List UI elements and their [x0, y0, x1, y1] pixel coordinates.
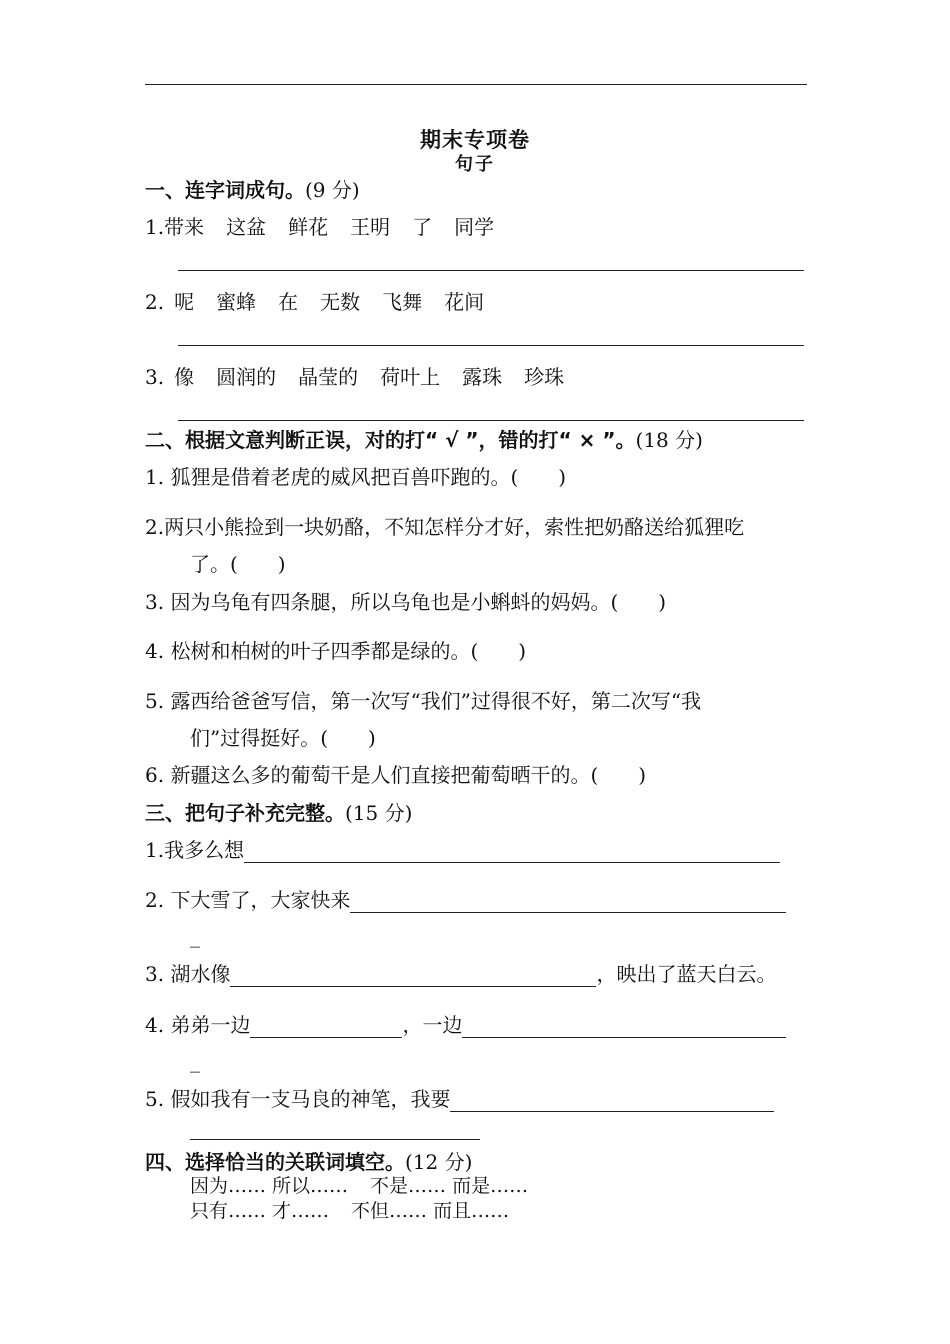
complete-item-1: 1.我多么想 — [145, 834, 780, 863]
judge-item-5: 5. 露西给爸爸写信，第一次写“我们”过得很不好，第二次写“我 — [145, 689, 702, 713]
section1-score: (9 分) — [305, 178, 360, 202]
fill-blank-4b[interactable] — [462, 1015, 786, 1038]
answer-line-2[interactable] — [178, 345, 804, 346]
section3-heading — [145, 797, 412, 826]
complete-item-5: 5. 假如我有一支马良的神笔，我要 — [145, 1083, 774, 1112]
fill-blank-2[interactable] — [350, 890, 786, 913]
judge-item-5-cont: 们”过得挺好。( ) — [190, 726, 376, 750]
page-title: 期末专项卷 — [420, 127, 530, 152]
judge-item-3: 3. 因为乌龟有四条腿，所以乌龟也是小蝌蚪的妈妈。( ) — [145, 590, 667, 614]
fill-blank-5-cont[interactable] — [190, 1139, 480, 1140]
blank-continuation-2: _ — [190, 924, 200, 948]
conjunction-options-row-2: 只有…… 才…… 不但…… 而且…… — [190, 1200, 510, 1222]
judge-item-6: 6. 新疆这么多的葡萄干是人们直接把葡萄晒干的。( ) — [145, 763, 647, 787]
section1-item-2: 2. 呢 蜜蜂 在 无数 飞舞 花间 — [145, 290, 485, 314]
section1-title: 一、连字词成句。 — [145, 178, 305, 202]
section4-title: 四、选择恰当的关联词填空。 — [145, 1150, 405, 1174]
complete-item-3: 3. 湖水像 ，映出了蓝天白云。 — [145, 962, 777, 986]
section3-title: 三、把句子补充完整。 — [145, 801, 345, 825]
complete-item-2: 2. 下大雪了，大家快来 — [145, 884, 786, 913]
blank-continuation-4: _ — [190, 1049, 200, 1073]
section4-score: (12 分) — [405, 1150, 473, 1174]
section2-heading — [145, 424, 703, 453]
fill-blank-4a[interactable] — [250, 1015, 402, 1038]
page-subtitle: 句子 — [455, 154, 495, 175]
fill-blank-3[interactable] — [230, 964, 596, 987]
fill-blank-1[interactable] — [244, 840, 780, 863]
conjunction-options-row-1: 因为…… 所以…… 不是…… 而是…… — [190, 1175, 529, 1197]
judge-item-2-cont: 了。( ) — [190, 552, 286, 576]
section1-heading — [145, 174, 360, 203]
fill-blank-5[interactable] — [450, 1089, 774, 1112]
section2-title: 二、根据文意判断正误，对的打“ √ ”，错的打“ × ”。 — [145, 428, 636, 452]
section3-score: (15 分) — [345, 801, 413, 825]
answer-line-3[interactable] — [178, 420, 804, 421]
judge-item-2: 2.两只小熊捡到一块奶酪，不知怎样分才好，索性把奶酪送给狐狸吃 — [145, 515, 745, 539]
section1-item-3: 3. 像 圆润的 晶莹的 荷叶上 露珠 珍珠 — [145, 365, 565, 389]
judge-item-1: 1. 狐狸是借着老虎的威风把百兽吓跑的。( ) — [145, 465, 567, 489]
complete-item-4: 4. 弟弟一边 ，一边 — [145, 1009, 786, 1038]
section1-item-1: 1.带来 这盆 鲜花 王明 了 同学 — [145, 215, 495, 239]
section2-score: (18 分) — [635, 428, 703, 452]
judge-item-4: 4. 松树和柏树的叶子四季都是绿的。( ) — [145, 639, 527, 663]
header-rule — [145, 84, 807, 85]
answer-line-1[interactable] — [178, 270, 804, 271]
